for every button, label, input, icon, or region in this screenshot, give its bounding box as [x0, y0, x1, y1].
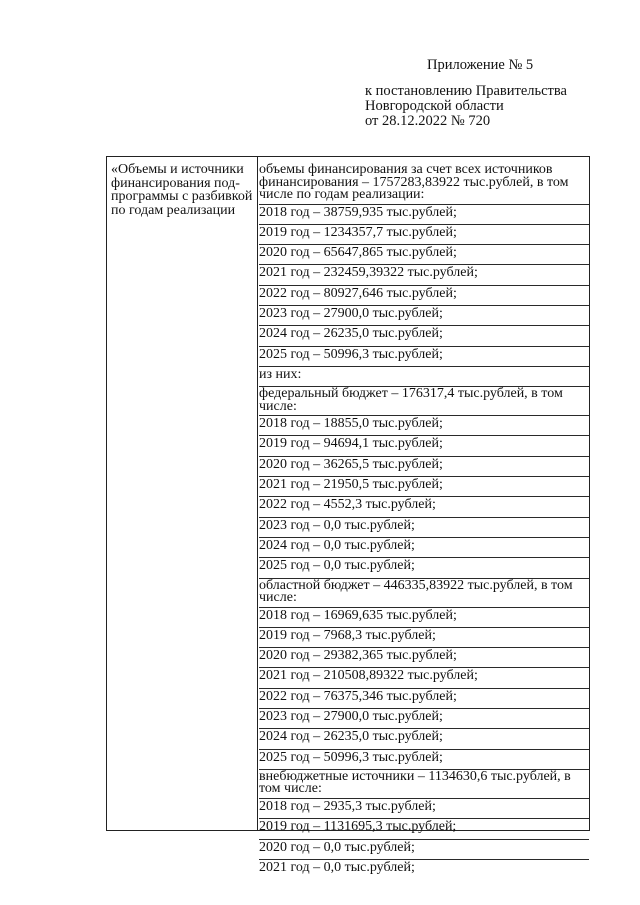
table-row: 2021 год – 232459,39322 тыс.рублей; [259, 265, 589, 285]
table-row: 2022 год – 80927,646 тыс.рублей; [259, 286, 589, 306]
regional-budget-entry: областной бюджет – 446335,83922 тыс.рублей, в том числе: [259, 579, 589, 608]
table-row: из них: [259, 367, 589, 387]
table-row: 2019 год – 7968,3 тыс.рублей; [259, 628, 589, 648]
table-row: 2018 год – 2935,3 тыс.рублей; [259, 799, 589, 819]
table-row: 2020 год – 65647,865 тыс.рублей; [259, 245, 589, 265]
column-divider [257, 157, 258, 830]
total-financing-entry: объемы финансирования за счет всех источников финансирования – 1757283,83922 тыс.рублей, в том числе по годам реализации: [259, 163, 589, 205]
table-row: 2019 год – 94694,1 тыс.рублей; [259, 436, 589, 456]
table-label-cell: «Объемы и источники финансирования под-программы с разбивкой по годам реализации [111, 162, 253, 218]
table-row: 2025 год – 50996,3 тыс.рублей; [259, 750, 589, 770]
table-row: 2023 год – 27900,0 тыс.рублей; [259, 306, 589, 326]
table-values-cell [259, 163, 589, 879]
table-row: 2021 год – 210508,89322 тыс.рублей; [259, 668, 589, 688]
table-row: 2025 год – 0,0 тыс.рублей; [259, 558, 589, 578]
table-row: 2020 год – 0,0 тыс.рублей; [259, 840, 589, 860]
table-row: 2021 год – 0,0 тыс.рублей; [259, 859, 415, 875]
document-header [365, 58, 625, 129]
resolution-date: от 28.12.2022 № 720 [365, 113, 491, 129]
table-row: 2022 год – 76375,346 тыс.рублей; [259, 689, 589, 709]
region-name: Новгородской области [365, 98, 504, 114]
table-row: 2018 год – 18855,0 тыс.рублей; [259, 416, 589, 436]
table-row: 2024 год – 26235,0 тыс.рублей; [259, 729, 589, 749]
table-row: 2019 год – 1131695,3 тыс.рублей; [259, 819, 589, 839]
table-row: 2023 год – 27900,0 тыс.рублей; [259, 709, 589, 729]
extrabudgetary-entry: внебюджетные источники – 1134630,6 тыс.рублей, в том числе: [259, 770, 589, 799]
table-row: 2020 год – 29382,365 тыс.рублей; [259, 648, 589, 668]
table-row: 2018 год – 16969,635 тыс.рублей; [259, 608, 589, 628]
table-row: 2022 год – 4552,3 тыс.рублей; [259, 497, 589, 517]
table-row: 2020 год – 36265,5 тыс.рублей; [259, 457, 589, 477]
federal-budget-entry: федеральный бюджет – 176317,4 тыс.рублей, в том числе: [259, 387, 589, 416]
appendix-number: Приложение № 5 [427, 57, 534, 73]
table-row: 2023 год – 0,0 тыс.рублей; [259, 518, 589, 538]
table-row: 2025 год – 50996,3 тыс.рублей; [259, 347, 589, 367]
table-row: 2019 год – 1234357,7 тыс.рублей; [259, 225, 589, 245]
table-row: 2018 год – 38759,935 тыс.рублей; [259, 205, 589, 225]
financing-table [106, 156, 590, 875]
table-row: 2024 год – 0,0 тыс.рублей; [259, 538, 589, 558]
table-row: 2024 год – 26235,0 тыс.рублей; [259, 326, 589, 346]
resolution-reference: к постановлению Правительства [365, 83, 567, 99]
table-row: 2021 год – 21950,5 тыс.рублей; [259, 477, 589, 497]
